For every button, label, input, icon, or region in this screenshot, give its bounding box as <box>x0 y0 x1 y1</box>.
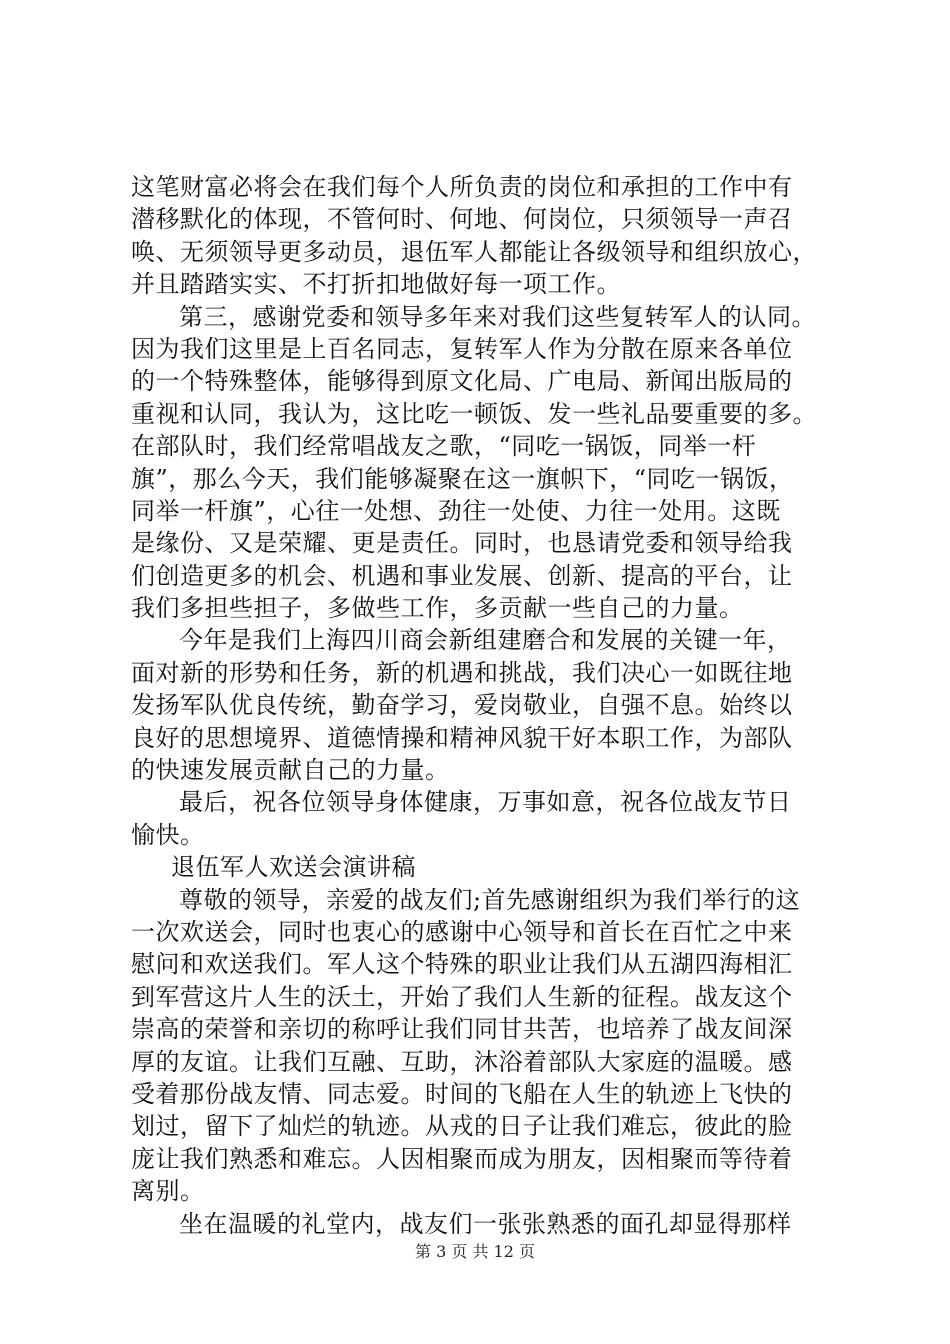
text-line: 一次欢送会，同时也衷心的感谢中心领导和首长在百忙之中来 <box>131 917 793 946</box>
text-line: 发扬军队优良传统，勤奋学习，爱岗敬业，自强不息。始终以 <box>131 691 793 720</box>
text-line: 离别。 <box>131 1177 205 1206</box>
text-line: 崇高的荣誉和亲切的称呼让我们同甘共苦，也培养了战友间深 <box>131 1015 793 1044</box>
text-line: 厚的友谊。让我们互融、互助，沐浴着部队大家庭的温暖。感 <box>131 1047 793 1076</box>
text-line: 尊敬的领导，亲爱的战友们;首先感谢组织为我们举行的这 <box>179 885 801 914</box>
text-line: 庞让我们熟悉和难忘。人因相聚而成为朋友，因相聚而等待着 <box>131 1144 793 1173</box>
text-line: 我们多担些担子，多做些工作，多贡献一些自己的力量。 <box>131 594 744 623</box>
text-line: 的一个特殊整体，能够得到原文化局、广电局、新闻出版局的 <box>131 367 793 396</box>
text-line: 最后，祝各位领导身体健康，万事如意，祝各位战友节日 <box>179 788 792 817</box>
text-line: 第三，感谢党委和领导多年来对我们这些复转军人的认同。 <box>179 302 816 331</box>
text-line: 划过，留下了灿烂的轨迹。从戎的日子让我们难忘，彼此的脸 <box>131 1112 793 1141</box>
text-line: 慰问和欢送我们。军人这个特殊的职业让我们从五湖四海相汇 <box>131 950 793 979</box>
text-line: 退伍军人欢送会演讲稿 <box>171 853 416 882</box>
text-line: 受着那份战友情、同志爱。时间的飞船在人生的轨迹上飞快的 <box>131 1079 793 1108</box>
text-line: 并且踏踏实实、不打折扣地做好每一项工作。 <box>131 270 621 299</box>
text-line: 到军营这片人生的沃土，开始了我们人生新的征程。战友这个 <box>131 982 793 1011</box>
text-line: 重视和认同，我认为，这比吃一顿饭、发一些礼品要重要的多。 <box>131 399 817 428</box>
page-footer: 第 3 页 共 12 页 <box>415 1242 535 1261</box>
text-line: 们创造更多的机会、机遇和事业发展、创新、提高的平台，让 <box>131 561 793 590</box>
text-line: 坐在温暖的礼堂内，战友们一张张熟悉的面孔却显得那样 <box>179 1209 792 1238</box>
text-line: 良好的思想境界、道德情操和精神风貌干好本职工作，为部队 <box>131 723 793 752</box>
text-line: 愉快。 <box>131 820 205 849</box>
text-line: 潜移默化的体现，不管何时、何地、何岗位，只须领导一声召 <box>131 205 793 234</box>
text-line: 在部队时，我们经常唱战友之歌，“同吃一锅饭，同举一杆 <box>131 432 757 461</box>
text-line: 同举一杆旗”，心往一处想、劲往一处使、力往一处用。这既 <box>131 496 781 525</box>
text-line: 的快速发展贡献自己的力量。 <box>131 756 450 785</box>
text-line: 今年是我们上海四川商会新组建磨合和发展的关键一年， <box>179 626 792 655</box>
document-body <box>131 171 843 1240</box>
text-line: 旗”，那么今天，我们能够凝聚在这一旗帜下，“同吃一锅饭， <box>131 464 794 493</box>
text-line: 面对新的形势和任务，新的机遇和挑战，我们决心一如既往地 <box>131 658 793 687</box>
text-line: 是缘份、又是荣耀、更是责任。同时，也恳请党委和领导给我 <box>131 529 793 558</box>
text-line: 因为我们这里是上百名同志，复转军人作为分散在原来各单位 <box>131 334 793 363</box>
text-line: 唤、无须领导更多动员，退伍军人都能让各级领导和组织放心， <box>131 237 817 266</box>
text-line: 这笔财富必将会在我们每个人所负责的岗位和承担的工作中有 <box>131 173 793 201</box>
